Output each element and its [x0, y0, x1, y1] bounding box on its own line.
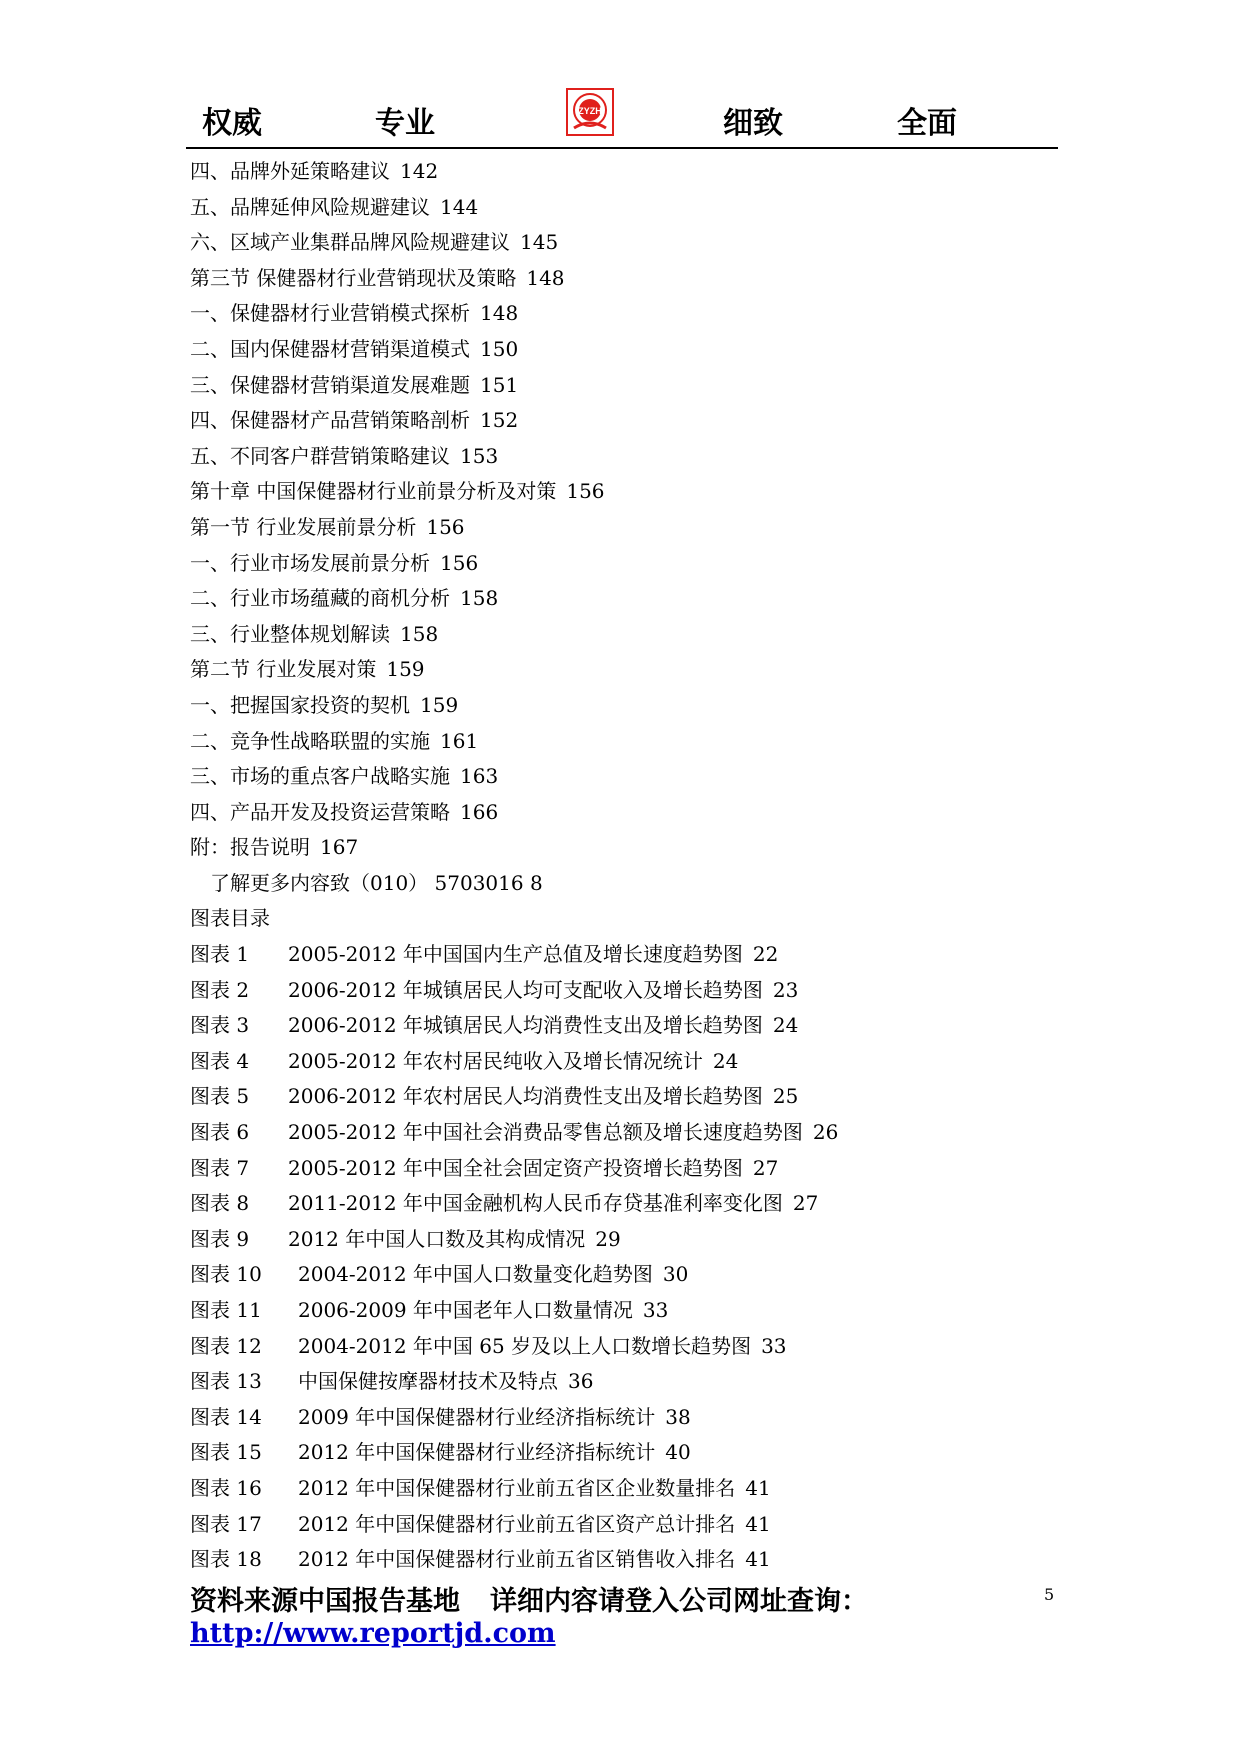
figure-title	[298, 1293, 668, 1329]
figure-page: 33	[642, 1298, 669, 1322]
figure-page: 25	[772, 1084, 799, 1109]
figure-title-text: 2005-2012 年中国国内生产总值及增长速度趋势图	[288, 942, 743, 967]
toc-entry-label: 二、行业市场蕴藏的商机分析	[190, 586, 450, 611]
toc-entry-page: 148	[526, 265, 565, 290]
figure-title	[298, 1329, 787, 1365]
toc-entry-page: 156	[426, 514, 465, 539]
figure-number: 图表 17	[190, 1511, 262, 1536]
figure-page: 26	[812, 1120, 839, 1145]
figure-entry	[190, 1329, 1090, 1365]
figure-title	[288, 1222, 621, 1258]
figure-page: 33	[761, 1333, 787, 1358]
toc-entry	[190, 332, 1090, 368]
toc-entry	[190, 724, 1090, 760]
figure-entry	[190, 1542, 1090, 1578]
toc-entry-label: 四、品牌外延策略建议	[190, 159, 390, 183]
figure-title-text: 2006-2012 年城镇居民人均可支配收入及增长趋势图	[288, 977, 763, 1002]
figure-number: 图表 10	[190, 1262, 262, 1287]
toc-entry-page: 153	[460, 443, 499, 468]
toc-entry-label: 附：报告说明	[190, 835, 310, 860]
figure-number: 图表 14	[190, 1404, 262, 1429]
figure-number: 图表 16	[190, 1475, 262, 1500]
toc-entry-label: 第十章 中国保健器材行业前景分析及对策	[190, 479, 557, 504]
figure-number: 图表 15	[190, 1440, 262, 1465]
figure-title	[298, 1364, 593, 1400]
toc-entry	[190, 225, 1090, 261]
figure-entry	[190, 1079, 1090, 1115]
figure-page: 41	[745, 1475, 771, 1500]
toc-entry	[190, 368, 1090, 404]
toc-entry-label: 三、行业整体规划解读	[190, 621, 390, 646]
figure-page: 41	[745, 1547, 771, 1572]
figure-title	[288, 1115, 838, 1151]
figure-title	[288, 1044, 738, 1080]
figure-number: 图表 13	[190, 1369, 262, 1394]
figure-entry	[190, 1435, 1090, 1471]
figure-title-text: 2012 年中国保健器材行业前五省区企业数量排名	[298, 1475, 736, 1500]
toc-entry-page: 145	[520, 230, 559, 255]
toc-entry-page: 163	[460, 764, 499, 789]
toc-entry-label: 三、市场的重点客户战略实施	[190, 764, 450, 789]
toc-entry-page: 159	[420, 692, 459, 717]
figure-page: 27	[792, 1191, 819, 1216]
toc-entry	[190, 261, 1090, 297]
figure-page: 29	[595, 1226, 621, 1251]
figure-number: 图表 3	[190, 1013, 250, 1038]
figure-title-text: 2006-2012 年城镇居民人均消费性支出及增长趋势图	[288, 1013, 763, 1038]
figure-page: 24	[712, 1048, 739, 1073]
figure-entry	[190, 1471, 1090, 1507]
figure-entry	[190, 1044, 1090, 1080]
header-word-detailed: 细致	[723, 106, 783, 141]
toc-entry-page: 151	[480, 372, 519, 397]
figure-title-text: 2006-2012 年农村居民人均消费性支出及增长趋势图	[288, 1084, 763, 1109]
toc-entry-page: 148	[480, 301, 519, 326]
figure-page: 38	[665, 1404, 691, 1429]
figure-page: 24	[772, 1013, 799, 1038]
figure-entry	[190, 1257, 1090, 1293]
toc-entry-page: 161	[440, 728, 479, 753]
toc-entry	[190, 439, 1090, 475]
toc-entry-page: 142	[400, 159, 439, 183]
figure-number: 图表 11	[190, 1298, 262, 1322]
figure-title	[288, 1151, 778, 1187]
toc-entry-label: 一、行业市场发展前景分析	[190, 550, 430, 575]
figure-entry	[190, 1186, 1090, 1222]
figure-title	[298, 1507, 771, 1543]
footer-source-line	[190, 1579, 868, 1618]
toc-entry-label: 二、竞争性战略联盟的实施	[190, 728, 430, 753]
svg-text:ZYZH: ZYZH	[578, 106, 602, 116]
figure-title-text: 2012 年中国保健器材行业前五省区销售收入排名	[298, 1547, 736, 1572]
toc-entry-page: 144	[440, 194, 479, 219]
toc-entry-label: 三、保健器材营销渠道发展难题	[190, 372, 470, 397]
toc-entry	[190, 617, 1090, 653]
figure-title-text: 2009 年中国保健器材行业经济指标统计	[298, 1404, 656, 1429]
toc-entry-label: 四、产品开发及投资运营策略	[190, 799, 450, 824]
figure-title-text: 2004-2012 年中国 65 岁及以上人口数增长趋势图	[298, 1333, 752, 1358]
figure-number: 图表 8	[190, 1191, 250, 1216]
figure-title	[298, 1257, 688, 1293]
toc-entry-label: 第一节 行业发展前景分析	[190, 514, 417, 539]
figure-number: 图表 5	[190, 1084, 250, 1109]
toc-entry-label: 六、区域产业集群品牌风险规避建议	[190, 230, 510, 255]
figure-title-text: 2005-2012 年中国全社会固定资产投资增长趋势图	[288, 1155, 743, 1180]
figure-number: 图表 12	[190, 1333, 262, 1358]
toc-entry-page: 152	[480, 408, 519, 433]
figure-entry	[190, 1008, 1090, 1044]
figure-title	[298, 1400, 691, 1436]
toc-entry	[190, 403, 1090, 439]
toc-entry	[190, 581, 1090, 617]
figure-title-text: 2004-2012 年中国人口数量变化趋势图	[298, 1262, 653, 1287]
figure-entry	[190, 1507, 1090, 1543]
figure-title-text: 2011-2012 年中国金融机构人民币存贷基准利率变化图	[288, 1191, 783, 1216]
figure-page: 40	[665, 1440, 691, 1465]
figure-title	[288, 1186, 818, 1222]
figure-page: 27	[752, 1155, 779, 1180]
toc-entry-page: 159	[386, 657, 425, 682]
toc-entry	[190, 795, 1090, 831]
toc-entry-label: 五、不同客户群营销策略建议	[190, 443, 450, 468]
toc-entry	[190, 154, 1090, 190]
figure-entry	[190, 1293, 1090, 1329]
figure-title-text: 2012 年中国保健器材行业经济指标统计	[298, 1440, 656, 1465]
figure-entry	[190, 1364, 1090, 1400]
toc-entry-label: 五、品牌延伸风险规避建议	[190, 194, 430, 219]
figure-title-text: 2012 年中国人口数及其构成情况	[288, 1226, 586, 1251]
page-header	[0, 104, 1241, 148]
contact-line: 了解更多内容致（010） 5703016 8	[210, 870, 543, 895]
figure-title-text: 2005-2012 年中国社会消费品零售总额及增长速度趋势图	[288, 1120, 803, 1145]
figure-page: 22	[752, 942, 779, 967]
figure-title-text: 2012 年中国保健器材行业前五省区资产总计排名	[298, 1511, 736, 1536]
figure-page: 30	[662, 1262, 689, 1287]
toc-entry	[190, 190, 1090, 226]
toc-entry-label: 一、把握国家投资的契机	[190, 692, 410, 717]
header-word-professional: 专业	[375, 106, 435, 141]
figure-number: 图表 4	[190, 1048, 250, 1073]
footer-url-link[interactable]: http://www.reportjd.com	[190, 1618, 556, 1649]
toc-entry	[190, 510, 1090, 546]
figure-entry	[190, 1222, 1090, 1258]
footer-source-text: 资料来源中国报告基地	[190, 1586, 460, 1617]
toc-entry-label: 二、国内保健器材营销渠道模式	[190, 336, 470, 361]
figure-title	[288, 1079, 798, 1115]
toc-entry-page: 167	[320, 835, 359, 860]
toc-entry	[190, 296, 1090, 332]
toc-entry-page: 150	[480, 336, 519, 361]
figure-page: 36	[568, 1369, 594, 1394]
toc-entry-label: 一、保健器材行业营销模式探析	[190, 301, 470, 326]
figure-title-text: 2005-2012 年农村居民纯收入及增长情况统计	[288, 1048, 703, 1073]
toc-entry-page: 156	[566, 479, 605, 504]
header-rule	[186, 147, 1058, 149]
figure-entry	[190, 1400, 1090, 1436]
figure-title	[288, 937, 778, 973]
figures-heading: 图表目录	[190, 906, 270, 931]
figure-title-text: 中国保健按摩器材技术及特点	[298, 1369, 558, 1394]
figure-title	[298, 1542, 771, 1578]
toc-entry-page: 156	[440, 550, 479, 575]
figure-page: 41	[745, 1511, 771, 1536]
figure-title	[298, 1471, 771, 1507]
figure-entry	[190, 973, 1090, 1009]
toc-entry	[190, 830, 1090, 866]
zyzh-logo	[566, 88, 614, 136]
figure-title-text: 2006-2009 年中国老年人口数量情况	[298, 1298, 633, 1322]
toc-entry-label: 第三节 保健器材行业营销现状及策略	[190, 265, 517, 290]
toc-entry-label: 第二节 行业发展对策	[190, 657, 377, 682]
figure-entry	[190, 1151, 1090, 1187]
figure-entry	[190, 1115, 1090, 1151]
figure-number: 图表 9	[190, 1226, 250, 1251]
figure-number: 图表 18	[190, 1547, 262, 1572]
figure-number: 图表 6	[190, 1120, 250, 1145]
figure-entry	[190, 937, 1090, 973]
figure-page: 23	[772, 977, 799, 1002]
figure-number: 图表 2	[190, 977, 250, 1002]
toc-entry	[190, 688, 1090, 724]
toc-entry	[190, 759, 1090, 795]
figure-number: 图表 1	[190, 942, 250, 967]
toc-entry-page: 158	[400, 621, 439, 646]
toc-entry	[190, 652, 1090, 688]
toc-entry	[190, 474, 1090, 510]
header-word-authority: 权威	[202, 106, 262, 141]
toc-entry-label: 四、保健器材产品营销策略剖析	[190, 408, 470, 433]
figure-number: 图表 7	[190, 1155, 250, 1180]
toc-entry-page: 166	[460, 799, 499, 824]
figure-title	[288, 1008, 798, 1044]
toc-entry-page: 158	[460, 586, 499, 611]
table-of-contents	[190, 154, 1090, 1578]
page-number: 5	[1044, 1585, 1055, 1604]
figure-title	[298, 1435, 691, 1471]
figure-title	[288, 973, 798, 1009]
toc-entry	[190, 546, 1090, 582]
footer-instruction-text: 详细内容请登入公司网址查询：	[490, 1586, 868, 1617]
header-word-comprehensive: 全面	[897, 106, 957, 141]
